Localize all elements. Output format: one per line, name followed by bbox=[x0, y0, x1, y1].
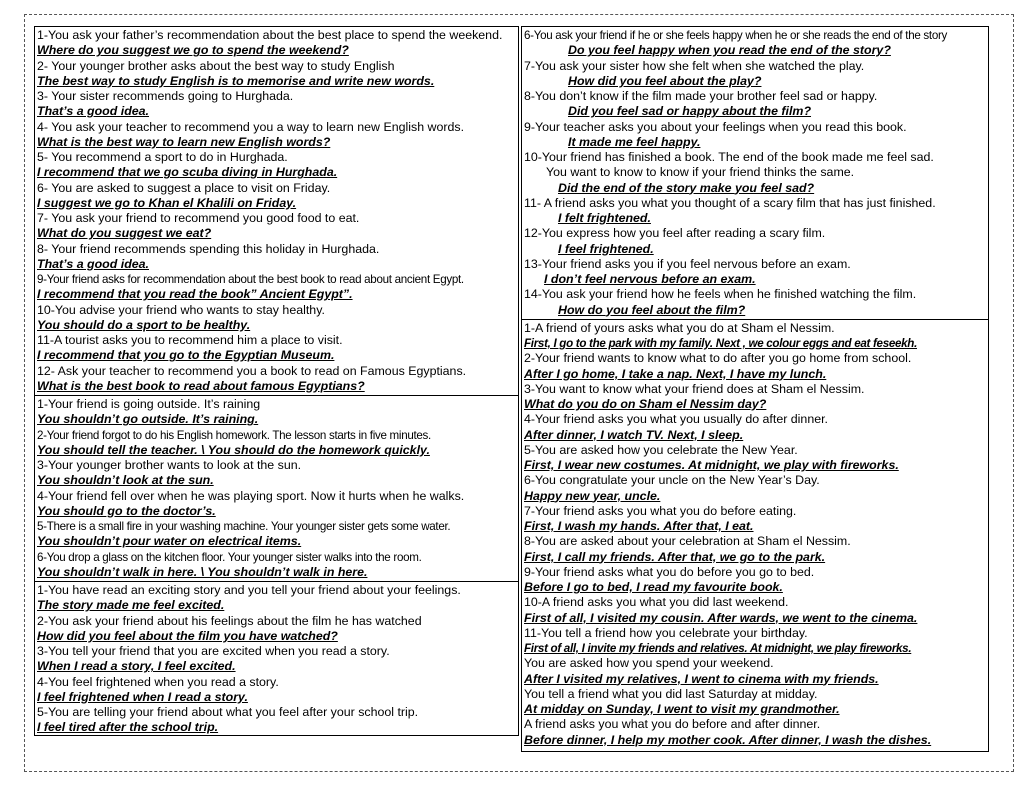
question-text: 11-A tourist asks you to recommend him a place to visit. bbox=[37, 333, 343, 347]
feelings-section bbox=[35, 582, 518, 737]
answer-text: What is the best book to read about famous Egyptians? bbox=[37, 378, 365, 393]
answer-text: That’s a good idea. bbox=[37, 104, 149, 119]
question-text: 9-Your friend asks for recommendation about the best book to read about ancient Egypt. bbox=[37, 273, 464, 286]
question-text: 12- Ask your teacher to recommend you a book to read on Famous Egyptians. bbox=[37, 363, 467, 378]
question-text: 6-You drop a glass on the kitchen floor. Your younger sister walks into the room. bbox=[37, 550, 422, 564]
answer-text: After I go home, I take a nap. Next, I have my lunch. bbox=[524, 366, 827, 381]
recommendations-section bbox=[35, 27, 518, 396]
question-text: 7- You ask your friend to recommend you good food to eat. bbox=[37, 211, 360, 225]
question-text: 1-You ask your father’s recommendation about the best place to spend the weekend. bbox=[37, 28, 503, 42]
answer-text: First of all, I visited my cousin. After wards, we went to the cinema. bbox=[524, 610, 918, 625]
advice-section bbox=[35, 396, 518, 582]
question-text: 6-You congratulate your uncle on the New Year’s Day. bbox=[524, 473, 820, 488]
answer-text: What do you do on Sham el Nessim day? bbox=[524, 397, 767, 411]
answer-text: Before dinner, I help my mother cook. After dinner, I wash the dishes. bbox=[524, 732, 932, 747]
answer-text: The story made me feel excited. bbox=[37, 598, 225, 613]
question-text: 12-You express how you feel after reading a scary film. bbox=[524, 226, 826, 241]
question-text: 6- You are asked to suggest a place to visit on Friday. bbox=[37, 180, 331, 195]
question-text: 1-Your friend is going outside. It’s raining bbox=[37, 397, 261, 411]
answer-text: You shouldn’t look at the sun. bbox=[37, 473, 214, 488]
answer-text: You shouldn’t go outside. It’s raining. bbox=[37, 412, 259, 427]
question-text: 2-You ask your friend about his feelings about the film he has watched bbox=[37, 613, 422, 628]
question-text: 5- You recommend a sport to do in Hurghada. bbox=[37, 150, 288, 164]
question-text: You tell a friend what you did last Saturday at midday. bbox=[524, 686, 818, 701]
question-text: 3-You want to know what your friend does at Sham el Nessim. bbox=[524, 381, 865, 396]
answer-text: You shouldn’t pour water on electrical items. bbox=[37, 534, 302, 549]
question-text: 5-You are telling your friend about what you feel after your school trip. bbox=[37, 705, 419, 719]
question-text: 7-You ask your sister how she felt when she watched the play. bbox=[524, 58, 865, 73]
answer-text: I feel tired after the school trip. bbox=[37, 720, 219, 735]
question-text: 9-Your teacher asks you about your feelings when you read this book. bbox=[524, 119, 907, 134]
answer-text: Did the end of the story make you feel sad? bbox=[558, 180, 815, 195]
question-text: You are asked how you spend your weekend. bbox=[524, 656, 774, 671]
answer-text: You should do a sport to be healthy. bbox=[37, 317, 251, 332]
question-text: 11- A friend asks you what you thought of a scary film that has just finished. bbox=[524, 195, 936, 210]
answer-text: I feel frightened. bbox=[558, 241, 654, 256]
question-text: 4-Your friend asks you what you usually do after dinner. bbox=[524, 412, 828, 427]
question-text: 2- Your younger brother asks about the best way to study English bbox=[37, 58, 395, 73]
answer-text: After dinner, I watch TV. Next, I sleep. bbox=[524, 427, 744, 442]
answer-text: First, I call my friends. After that, we go to the park. bbox=[524, 549, 826, 564]
question-text: 8-You don’t know if the film made your brother feel sad or happy. bbox=[524, 89, 878, 103]
question-text: 9-Your friend asks what you do before you go to bed. bbox=[524, 564, 815, 579]
question-text: A friend asks you what you do before and after dinner. bbox=[524, 717, 821, 732]
answer-text: Where do you suggest we go to spend the weekend? bbox=[37, 43, 349, 58]
answer-text: I felt frightened. bbox=[558, 211, 651, 225]
answer-text: At midday on Sunday, I went to visit my grandmother. bbox=[524, 702, 840, 716]
answer-text: I feel frightened when I read a story. bbox=[37, 689, 248, 704]
answer-text: What is the best way to learn new English words? bbox=[37, 134, 331, 149]
question-text: 3-You tell your friend that you are excited when you read a story. bbox=[37, 644, 390, 658]
answer-text: After I visited my relatives, I went to cinema with my friends. bbox=[524, 671, 879, 686]
question-text: 5-There is a small fire in your washing machine. Your younger sister gets some water. bbox=[37, 520, 451, 533]
answer-text: I don’t feel nervous before an exam. bbox=[544, 272, 756, 286]
question-text: 1-A friend of yours asks what you do at Sham el Nessim. bbox=[524, 320, 835, 335]
question-text: 4-You feel frightened when you read a story. bbox=[37, 674, 279, 689]
right-column bbox=[521, 26, 989, 752]
question-text: You want to know to know if your friend thinks the same. bbox=[546, 165, 855, 180]
answer-text: I recommend that we go scuba diving in Hurghada. bbox=[37, 165, 338, 180]
question-text: 4-Your friend fell over when he was playing sport. Now it hurts when he walks. bbox=[37, 488, 465, 503]
answer-text: First of all, I invite my friends and relatives. At midnight, we play fireworks. bbox=[524, 642, 912, 655]
question-text: 8- Your friend recommends spending this holiday in Hurghada. bbox=[37, 241, 380, 256]
feelings-section-continued bbox=[522, 27, 988, 320]
question-text: 2-Your friend wants to know what to do after you go home from school. bbox=[524, 351, 912, 366]
answer-text: Before I go to bed, I read my favourite book. bbox=[524, 580, 783, 594]
answer-text: Happy new year, uncle. bbox=[524, 488, 661, 503]
answer-text: How do you feel about the film? bbox=[558, 302, 746, 317]
answer-text: First, I wear new costumes. At midnight, we play with fireworks. bbox=[524, 458, 899, 472]
answer-text: You shouldn’t walk in here. \ You shouldn’t walk in here. bbox=[37, 564, 368, 579]
left-column bbox=[34, 26, 519, 736]
question-text: 7-Your friend asks you what you do before eating. bbox=[524, 503, 797, 518]
question-text: 8-You are asked about your celebration at Sham el Nessim. bbox=[524, 534, 851, 549]
answer-text: How did you feel about the play? bbox=[568, 73, 762, 88]
question-text: 10-A friend asks you what you did last weekend. bbox=[524, 595, 789, 610]
answer-text: That’s a good idea. bbox=[37, 256, 149, 271]
answer-text: How did you feel about the film you have watched? bbox=[37, 628, 338, 643]
answer-text: When I read a story, I feel excited. bbox=[37, 659, 236, 674]
answer-text: First, I go to the park with my family. Next , we colour eggs and eat feseekh. bbox=[524, 337, 918, 350]
question-text: 4- You ask your teacher to recommend you a way to learn new English words. bbox=[37, 119, 465, 134]
answer-text: The best way to study English is to memorise and write new words. bbox=[37, 73, 435, 88]
answer-text: First, I wash my hands. After that, I eat. bbox=[524, 519, 754, 533]
question-text: 10-You advise your friend who wants to stay healthy. bbox=[37, 302, 325, 317]
answer-text: Did you feel sad or happy about the film? bbox=[568, 104, 812, 119]
answer-text: You should go to the doctor’s. bbox=[37, 503, 216, 518]
routines-section bbox=[522, 320, 988, 749]
answer-text: Do you feel happy when you read the end of the story? bbox=[568, 43, 891, 58]
question-text: 3-Your younger brother wants to look at the sun. bbox=[37, 458, 302, 472]
question-text: 13-Your friend asks you if you feel nervous before an exam. bbox=[524, 256, 851, 271]
answer-text: What do you suggest we eat? bbox=[37, 226, 212, 241]
answer-text: I suggest we go to Khan el Khalili on Friday. bbox=[37, 195, 297, 210]
question-text: 5-You are asked how you celebrate the New Year. bbox=[524, 442, 798, 457]
question-text: 14-You ask your friend how he feels when he finished watching the film. bbox=[524, 287, 917, 302]
question-text: 1-You have read an exciting story and you tell your friend about your feelings. bbox=[37, 583, 461, 597]
answer-text: I recommend that you read the book” Ancient Egypt”. bbox=[37, 287, 353, 302]
question-text: 6-You ask your friend if he or she feels happy when he or she reads the end of the story bbox=[524, 29, 948, 42]
question-text: 11-You tell a friend how you celebrate your birthday. bbox=[524, 625, 808, 640]
answer-text: I recommend that you go to the Egyptian Museum. bbox=[37, 348, 335, 363]
question-text: 3- Your sister recommends going to Hurghada. bbox=[37, 89, 294, 103]
answer-text: You should tell the teacher. \ You should do the homework quickly. bbox=[37, 442, 430, 457]
question-text: 10-Your friend has finished a book. The end of the book made me feel sad. bbox=[524, 150, 934, 164]
answer-text: It made me feel happy. bbox=[568, 134, 701, 149]
question-text: 2-Your friend forgot to do his English homework. The lesson starts in five minutes. bbox=[37, 428, 431, 442]
